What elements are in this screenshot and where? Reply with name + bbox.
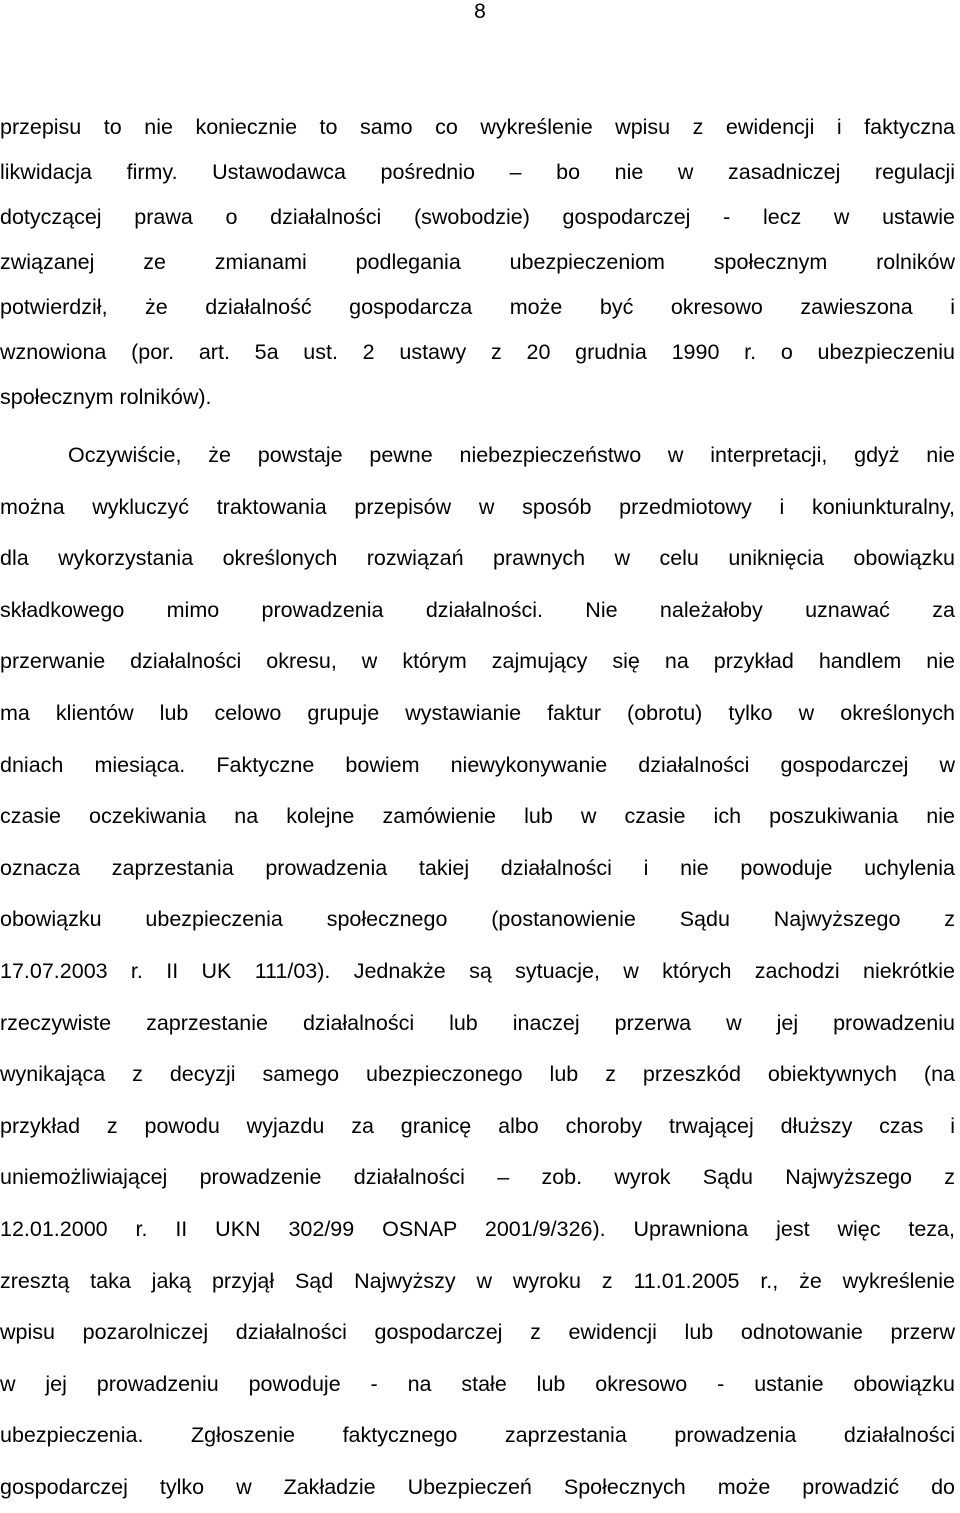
paragraph-line: przykład z powodu wyjazdu za granicę albo choroby trwającej dłuższy czas i	[0, 1113, 955, 1138]
paragraph-line: dla wykorzystania określonych rozwiązań prawnych w celu uniknięcia obowiązku	[0, 546, 955, 571]
paragraph-line: Oczywiście, że powstaje pewne niebezpieczeństwo w interpretacji, gdyż nie	[68, 443, 955, 467]
paragraph-line: uniemożliwiającej prowadzenie działalności – zob. wyrok Sądu Najwyższego z	[0, 1165, 955, 1190]
paragraph-line: ubezpieczenia. Zgłoszenie faktycznego zaprzestania prowadzenia działalności	[0, 1423, 955, 1448]
paragraph-line: przerwanie działalności okresu, w którym zajmujący się na przykład handlem nie	[0, 649, 955, 674]
paragraph-line: społecznym rolników).	[0, 385, 212, 409]
paragraph-line: dotyczącej prawa o działalności (swobodzie) gospodarczej - lecz w ustawie	[0, 205, 955, 229]
page-number: 8	[474, 0, 486, 23]
paragraph-line: w jej prowadzeniu powoduje - na stałe lub okresowo - ustanie obowiązku	[0, 1371, 955, 1396]
paragraph-line: zresztą taka jaką przyjął Sąd Najwyższy w wyroku z 11.01.2005 r., że wykreślenie	[0, 1268, 955, 1293]
paragraph-line: oznacza zaprzestania prowadzenia takiej działalności i nie powoduje uchylenia	[0, 855, 955, 880]
paragraph-line: 12.01.2000 r. II UKN 302/99 OSNAP 2001/9/326). Uprawniona jest więc teza,	[0, 1216, 955, 1241]
paragraph-line: składkowego mimo prowadzenia działalności. Nie należałoby uznawać za	[0, 597, 955, 622]
paragraph-line: związanej ze zmianami podlegania ubezpieczeniom społecznym rolników	[0, 250, 955, 274]
paragraph-line: dniach miesiąca. Faktyczne bowiem niewykonywanie działalności gospodarczej w	[0, 752, 955, 777]
paragraph-1	[0, 105, 955, 420]
paragraph-line: ma klientów lub celowo grupuje wystawianie faktur (obrotu) tylko w określonych	[0, 700, 955, 725]
paragraph-line: rzeczywiste zaprzestanie działalności lub inaczej przerwa w jej prowadzeniu	[0, 1010, 955, 1035]
paragraph-line: wpisu pozarolniczej działalności gospodarczej z ewidencji lub odnotowanie przerw	[0, 1320, 955, 1345]
paragraph-line: gospodarczej tylko w Zakładzie Ubezpieczeń Społecznych może prowadzić do	[0, 1474, 955, 1499]
paragraph-line: wynikająca z decyzji samego ubezpieczonego lub z przeszkód obiektywnych (na	[0, 1062, 955, 1087]
paragraph-line: likwidacja firmy. Ustawodawca pośrednio – bo nie w zasadniczej regulacji	[0, 160, 955, 184]
paragraph-line: wznowiona (por. art. 5a ust. 2 ustawy z 20 grudnia 1990 r. o ubezpieczeniu	[0, 340, 955, 364]
paragraph-line: potwierdził, że działalność gospodarcza może być okresowo zawieszona i	[0, 295, 955, 319]
paragraph-line: czasie oczekiwania na kolejne zamówienie lub w czasie ich poszukiwania nie	[0, 804, 955, 829]
paragraph-line: można wykluczyć traktowania przepisów w sposób przedmiotowy i koniunkturalny,	[0, 494, 955, 519]
paragraph-line: obowiązku ubezpieczenia społecznego (postanowienie Sądu Najwyższego z	[0, 907, 955, 932]
paragraph-line: 17.07.2003 r. II UK 111/03). Jednakże są sytuacje, w których zachodzi niekrótkie	[0, 958, 955, 983]
paragraph-2	[0, 430, 955, 1513]
paragraph-line: przepisu to nie koniecznie to samo co wykreślenie wpisu z ewidencji i faktyczna	[0, 115, 955, 139]
